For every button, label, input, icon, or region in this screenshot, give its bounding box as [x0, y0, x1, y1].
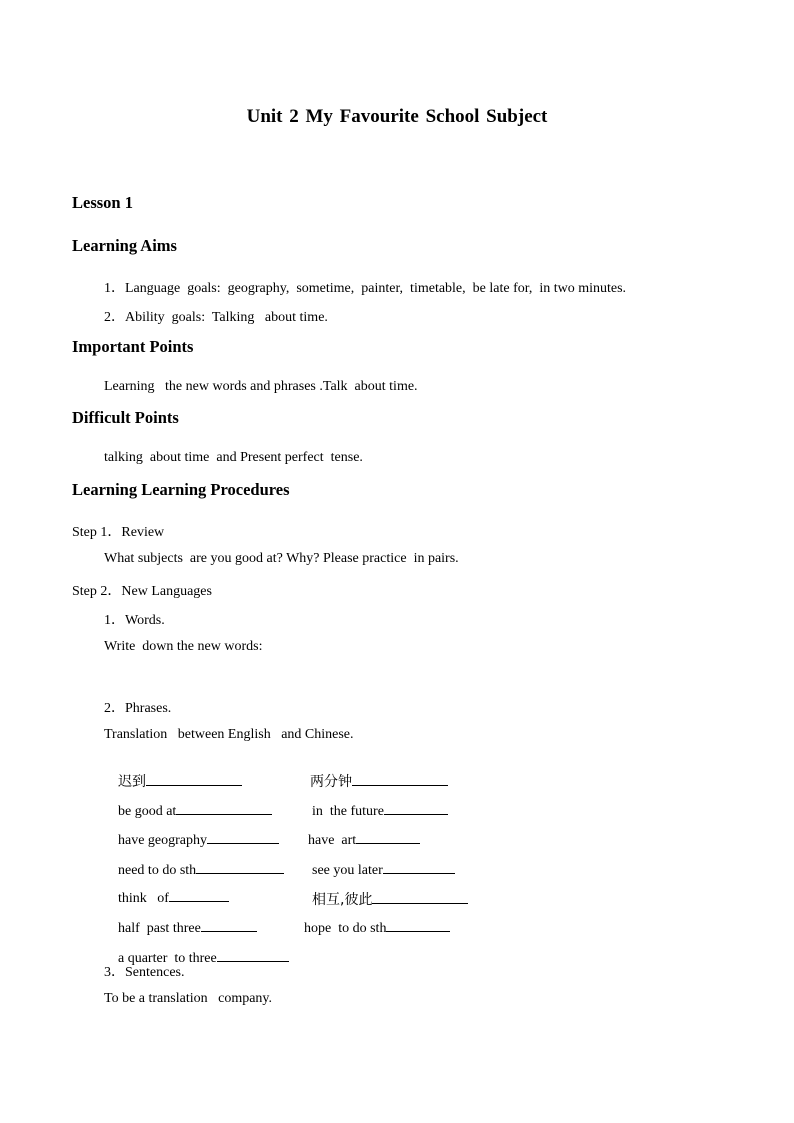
- words-label: 1．Words.: [104, 613, 165, 628]
- phrase-text: 相互,彼此: [312, 892, 373, 908]
- answer-blank[interactable]: [386, 919, 450, 932]
- phrase-text: half past three: [118, 921, 201, 936]
- words-text: Write down the new words:: [104, 639, 263, 654]
- sentences-label: 3．Sentences.: [104, 965, 185, 980]
- phrase-right-6: [290, 903, 450, 953]
- difficult-points-heading: Difficult Points: [72, 408, 179, 427]
- phrase-text: think of: [118, 891, 169, 906]
- page-title: Unit 2 My Favourite School Subject: [246, 106, 548, 127]
- answer-blank[interactable]: [146, 773, 242, 786]
- phrase-text: see you later: [312, 863, 383, 878]
- phrases-text: Translation between English and Chinese.: [104, 727, 354, 742]
- phrase-text: have art: [308, 833, 357, 848]
- answer-blank[interactable]: [352, 773, 448, 786]
- procedures-heading: Learning Learning Procedures: [72, 480, 290, 499]
- aims-item-ability: 2．Ability goals: Talking about time.: [104, 310, 328, 325]
- answer-blank[interactable]: [384, 802, 448, 815]
- step1-text: What subjects are you good at? Why? Please practice in pairs.: [104, 551, 459, 566]
- difficult-points-text: talking about time and Present perfect tense.: [104, 450, 363, 465]
- phrase-text: hope to do sth: [304, 921, 387, 936]
- phrase-text: need to do sth: [118, 863, 197, 878]
- important-points-heading: Important Points: [72, 337, 194, 356]
- answer-blank[interactable]: [169, 889, 229, 902]
- aims-item-language: 1．Language goals: geography, sometime, painter, timetable, be late for, in two minutes.: [104, 281, 627, 296]
- step2-label: Step 2．New Languages: [72, 584, 212, 599]
- answer-blank[interactable]: [207, 831, 279, 844]
- important-points-text: Learning the new words and phrases .Talk about time.: [104, 379, 418, 394]
- phrase-text: a quarter to three: [118, 951, 217, 966]
- answer-blank[interactable]: [201, 919, 257, 932]
- phrases-label: 2．Phrases.: [104, 701, 172, 716]
- phrase-text: 迟到: [118, 774, 146, 790]
- phrase-text: have geography: [118, 833, 208, 848]
- phrase-text: be good at: [118, 804, 177, 819]
- sentences-text: To be a translation company.: [104, 991, 273, 1006]
- step1-label: Step 1．Review: [72, 525, 165, 540]
- aims-heading: Learning Aims: [72, 236, 177, 255]
- answer-blank[interactable]: [356, 831, 420, 844]
- answer-blank[interactable]: [176, 802, 272, 815]
- answer-blank[interactable]: [217, 949, 289, 962]
- phrase-text: 两分钟: [310, 774, 352, 790]
- lesson-heading: Lesson 1: [72, 193, 133, 212]
- phrase-text: in the future: [312, 804, 384, 819]
